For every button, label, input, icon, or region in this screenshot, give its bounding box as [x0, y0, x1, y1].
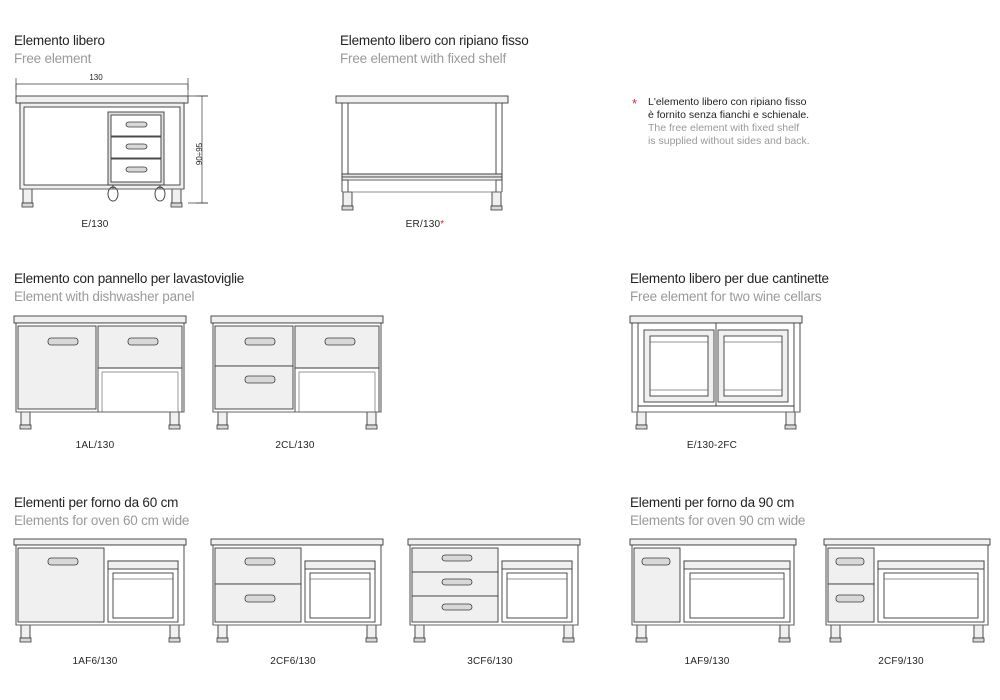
section-subtitle-wine-cellars: Free element for two wine cellars [630, 289, 822, 304]
section-subtitle-oven-60: Elements for oven 60 cm wide [14, 513, 190, 528]
caption-e130-2fc: E/130-2FC [686, 440, 738, 451]
note-asterisk: * [632, 96, 638, 111]
section-subtitle-fixed-shelf: Free element with fixed shelf [340, 51, 507, 66]
drawing-3cf6130 [402, 533, 592, 653]
note-text [648, 96, 810, 148]
drawing-1af6130 [8, 533, 198, 653]
section-title-fixed-shelf: Elemento libero con ripiano fisso [340, 33, 529, 48]
drawing-2cf9130 [818, 533, 998, 653]
caption-er130-star: * [440, 219, 445, 230]
caption-2cl130: 2CL/130 [275, 440, 315, 451]
caption-2cf6130: 2CF6/130 [270, 656, 316, 667]
caption-1af6130: 1AF6/130 [72, 656, 118, 667]
svg-text:90÷95: 90÷95 [195, 142, 204, 166]
note-it-line-2: è fornito senza fianchi e schienale. [648, 109, 810, 121]
note-en-line-1: The free element with fixed shelf [648, 122, 800, 134]
section-title-dishwasher: Elemento con pannello per lavastoviglie [14, 271, 245, 286]
section-subtitle-free-element: Free element [14, 51, 92, 66]
caption-e130: E/130 [81, 219, 109, 230]
caption-er130-code: ER/130 [405, 219, 441, 230]
note-it-line-1: L'elemento libero con ripiano fisso [648, 96, 807, 108]
section-title-oven-60: Elementi per forno da 60 cm [14, 495, 179, 510]
drawing-1al130 [8, 312, 198, 440]
section-subtitle-oven-90: Elements for oven 90 cm wide [630, 513, 806, 528]
svg-text:130: 130 [89, 73, 103, 82]
drawing-2cf6130 [205, 533, 395, 653]
caption-1af9130: 1AF9/130 [684, 656, 730, 667]
drawing-2cl130 [205, 312, 395, 440]
section-title-wine-cellars: Elemento libero per due cantinette [630, 271, 829, 286]
caption-2cf9130: 2CF9/130 [878, 656, 924, 667]
note-en-line-2: is supplied without sides and back. [648, 135, 810, 147]
section-subtitle-dishwasher: Element with dishwasher panel [14, 289, 195, 304]
caption-3cf6130: 3CF6/130 [467, 656, 513, 667]
caption-er130 [370, 219, 480, 230]
section-title-free-element: Elemento libero [14, 33, 105, 48]
caption-1al130: 1AL/130 [75, 440, 115, 451]
drawing-e130 [10, 66, 220, 221]
drawing-er130 [330, 92, 520, 222]
drawing-1af9130 [624, 533, 804, 653]
drawing-e130-2fc [624, 312, 814, 440]
section-title-oven-90: Elementi per forno da 90 cm [630, 495, 795, 510]
